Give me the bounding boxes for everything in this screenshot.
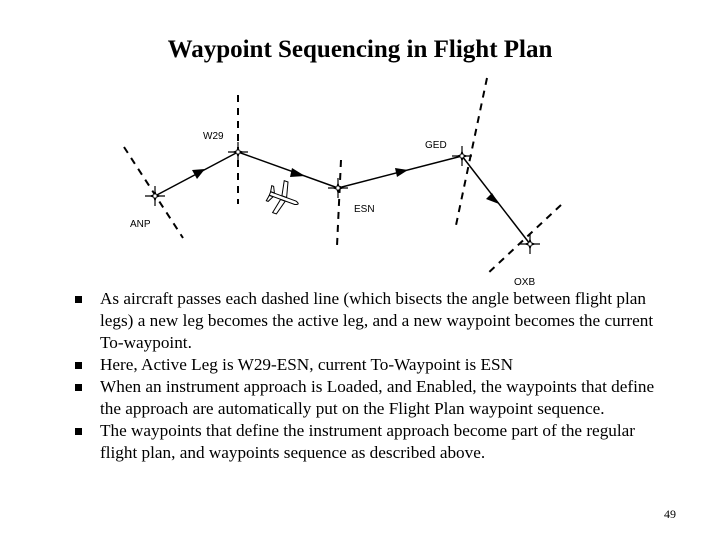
bullet-text: The waypoints that define the instrument approach become part of the regular flight plan, and waypoints sequence as described above. — [100, 421, 636, 462]
bisector-esn — [337, 160, 341, 246]
waypoint-anp-icon — [145, 186, 165, 206]
waypoint-esn-icon — [328, 178, 348, 198]
bullet-square-icon — [75, 296, 82, 303]
airplane-icon — [263, 177, 304, 220]
bullet-text: As aircraft passes each dashed line (which bisects the angle between flight plan legs) a new leg becomes the active leg, and a new waypoint becomes the current To-waypoint. — [100, 289, 654, 352]
waypoint-label-esn: ESN — [354, 204, 375, 215]
arrow-esn-ged — [395, 168, 408, 177]
flight-plan-legs — [155, 152, 530, 244]
bullet-text: Here, Active Leg is W29-ESN, current To-Waypoint is ESN — [100, 355, 514, 374]
page-number: 49 — [664, 507, 676, 521]
waypoint-label-anp: ANP — [130, 219, 151, 230]
bullet-list — [72, 288, 672, 464]
waypoint-ged-icon — [452, 146, 472, 166]
bullet-item — [72, 420, 672, 464]
bullet-item — [72, 354, 672, 376]
bisector-ged — [455, 78, 487, 230]
slide-title: Waypoint Sequencing in Flight Plan — [167, 36, 553, 63]
bullet-square-icon — [75, 384, 82, 391]
waypoint-label-w29: W29 — [203, 131, 224, 142]
arrow-anp-w29 — [192, 169, 205, 179]
waypoint-oxb-icon — [520, 234, 540, 254]
bullet-item — [72, 288, 672, 354]
arrow-w29-esn — [290, 168, 305, 177]
arrow-ged-oxb — [486, 193, 499, 204]
waypoint-label-oxb: OXB — [514, 277, 536, 288]
bullet-square-icon — [75, 362, 82, 369]
bullet-item — [72, 376, 672, 420]
waypoint-label-ged: GED — [425, 140, 447, 151]
bisector-oxb — [486, 205, 561, 275]
waypoint-w29-icon — [228, 142, 248, 162]
bullet-text: When an instrument approach is Loaded, and Enabled, the waypoints that define the approach are automatically put on the Flight Plan waypoint sequence. — [100, 377, 655, 418]
bullet-square-icon — [75, 428, 82, 435]
bisector-lines — [124, 78, 561, 275]
